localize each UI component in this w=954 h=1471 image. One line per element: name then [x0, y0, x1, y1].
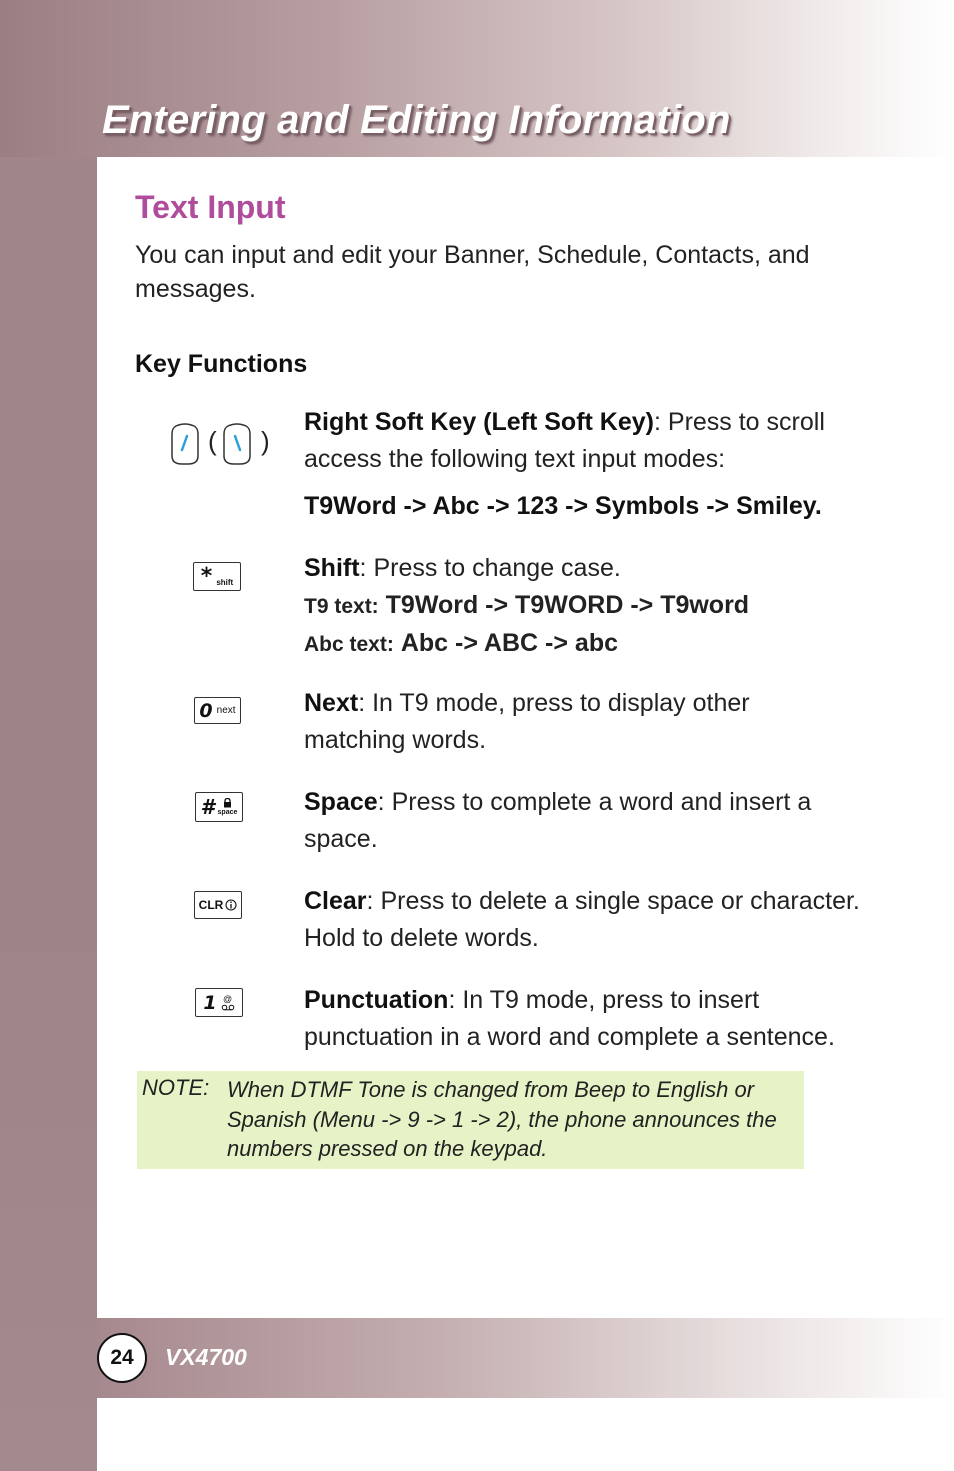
next-text: : In T9 mode, press to display other matching words. [304, 689, 750, 754]
punctuation-description [304, 982, 849, 1056]
voicemail-icon [221, 1004, 235, 1011]
t9-text-modes: T9Word -> T9WORD -> T9word [385, 591, 750, 619]
zero-next-key-icon [194, 697, 241, 724]
shift-key-label: shift [216, 578, 234, 587]
abc-text-label: Abc text: [304, 633, 394, 656]
soft-key-icon-group [170, 420, 280, 468]
t9-text-label: T9 text: [304, 595, 379, 618]
left-soft-key-icon [222, 422, 252, 466]
clear-term: Clear [304, 887, 367, 915]
soft-key-term: Right Soft Key (Left Soft Key) [304, 408, 654, 436]
right-soft-key-icon [170, 422, 200, 466]
note-text: When DTMF Tone is changed from Beep to English or Spanish (Menu -> 9 -> 1 -> 2), the phone announces the numbers pressed on the keypad. [227, 1077, 777, 1161]
one-key-glyph: 1 [203, 991, 217, 1014]
one-punctuation-key-icon [195, 988, 243, 1017]
soft-key-modes: T9Word -> Abc -> 123 -> Symbols -> Smiley. [304, 492, 822, 520]
next-key-label: next [216, 705, 236, 716]
shift-text: : Press to change case. [359, 554, 621, 582]
clear-description [304, 883, 864, 957]
page-title: Entering and Editing Information [102, 98, 731, 142]
model-name: VX4700 [165, 1344, 247, 1370]
zero-key-glyph: 0 [199, 699, 213, 722]
note-label: NOTE: [142, 1075, 210, 1100]
left-margin-strip [0, 0, 97, 1471]
intro-paragraph: You can input and edit your Banner, Schedule, Contacts, and messages. [135, 241, 810, 303]
soft-key-text: : Press to scroll access the following text input modes: [304, 408, 825, 473]
paren-close: ) [261, 426, 270, 456]
next-term: Next [304, 689, 359, 717]
clr-key-glyph: CLR [198, 898, 224, 912]
star-key-glyph: * [200, 564, 213, 589]
soft-key-description [304, 404, 849, 525]
section-title: Text Input [135, 189, 286, 225]
space-key-label: space [217, 808, 238, 816]
pound-space-key-icon [195, 792, 243, 822]
space-description [304, 784, 849, 858]
shift-term: Shift [304, 554, 360, 582]
space-term: Space [304, 788, 378, 816]
pound-key-glyph: # [200, 795, 215, 819]
next-description [304, 685, 849, 759]
punctuation-term: Punctuation [304, 986, 449, 1014]
page-number: 24 [97, 1333, 147, 1383]
clear-text: : Press to delete a single space or character. Hold to delete words. [304, 887, 860, 952]
lock-icon [223, 798, 232, 808]
paren-open: ( [208, 426, 217, 456]
shift-description [304, 550, 849, 663]
info-icon [225, 899, 237, 911]
at-sign-label: @ [223, 993, 233, 1004]
clear-key-icon [194, 891, 242, 919]
punctuation-text: : In T9 mode, press to insert punctuation in a word and complete a sentence. [304, 986, 835, 1051]
note-box [137, 1071, 804, 1169]
key-functions-heading: Key Functions [135, 350, 308, 378]
abc-text-modes: Abc -> ABC -> abc [400, 629, 618, 657]
star-shift-key-icon [193, 562, 241, 591]
space-text: : Press to complete a word and insert a space. [304, 788, 812, 853]
